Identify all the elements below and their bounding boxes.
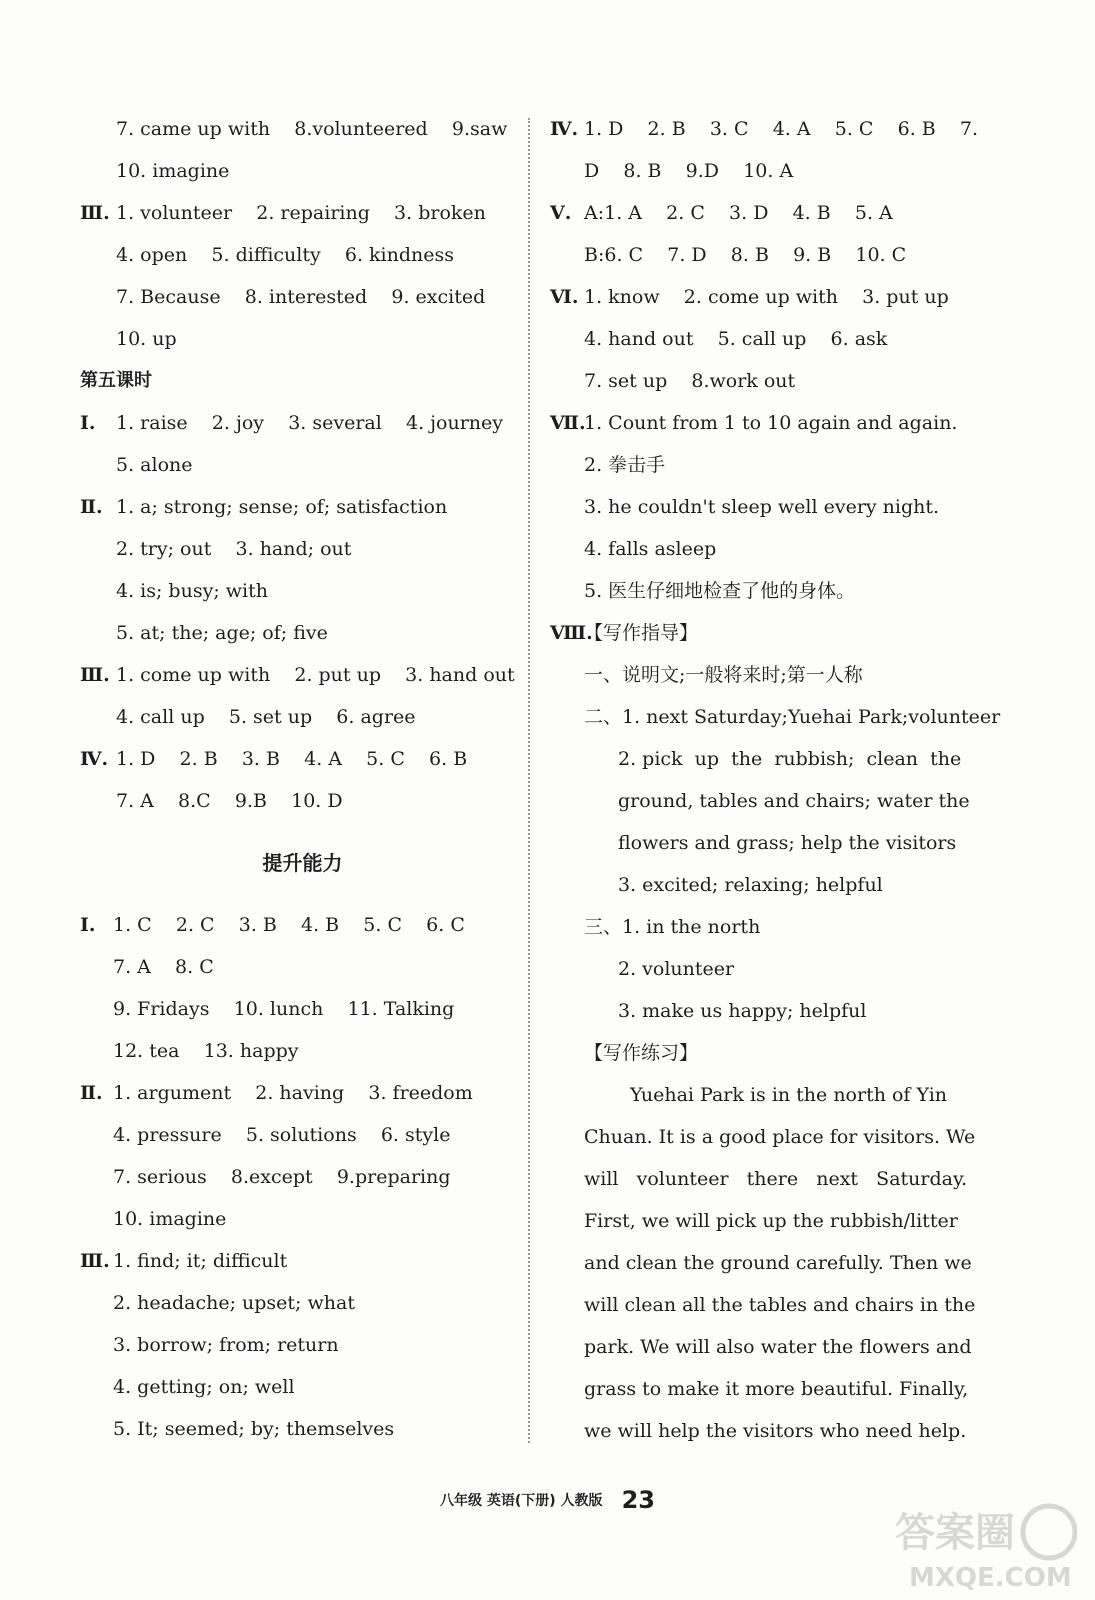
answer-text: 2. 拳击手 (584, 454, 666, 476)
answer-text: 12. tea 13. happy (113, 1040, 299, 1062)
answer-line (550, 444, 990, 486)
answer-text: grass to make it more beautiful. Finally, (584, 1378, 969, 1400)
answer-text: First, we will pick up the rubbish/litter (584, 1210, 958, 1232)
section-number: Ⅶ. (550, 412, 586, 434)
answer-text: A:1. A 2. C 3. D 4. B 5. A (584, 202, 893, 224)
answer-text: 1. volunteer 2. repairing 3. broken (116, 202, 486, 224)
watermark-logo (887, 1498, 1077, 1594)
answer-text: and clean the ground carefully. Then we (584, 1252, 972, 1274)
answer-line (80, 1156, 525, 1198)
answer-line (550, 360, 990, 402)
section-heading: 提升能力 (262, 851, 343, 875)
answer-line (550, 528, 990, 570)
answer-line (80, 1072, 525, 1114)
answer-text: 1. D 2. B 3. B 4. A 5. C 6. B (116, 748, 468, 770)
answer-text: 【写作指导】 (584, 622, 699, 644)
answer-line (80, 1408, 525, 1450)
answer-text: 1. find; it; difficult (113, 1250, 288, 1272)
answer-text: 3. he couldn't sleep well every night. (584, 496, 940, 518)
answer-text: 10. up (116, 328, 177, 350)
section-heading: 第五课时 (80, 370, 152, 391)
answer-text: 10. imagine (116, 160, 230, 182)
answer-text: 2. try; out 3. hand; out (116, 538, 352, 560)
answer-text: will clean all the tables and chairs in the (584, 1294, 976, 1316)
answer-line (80, 612, 525, 654)
answer-line (550, 906, 990, 948)
answer-text: 4. pressure 5. solutions 6. style (113, 1124, 451, 1146)
answer-text: flowers and grass; help the visitors (618, 832, 957, 854)
answer-line (550, 1410, 990, 1452)
answer-line (80, 150, 525, 192)
answer-line (550, 1158, 990, 1200)
answer-text: 一、说明文;一般将来时;第一人称 (584, 664, 863, 686)
answer-line (80, 1198, 525, 1240)
answer-line (80, 654, 525, 696)
section-number: Ⅴ. (550, 202, 572, 224)
answer-text: 3. make us happy; helpful (618, 1000, 867, 1022)
answer-line (550, 192, 990, 234)
page-number: 23 (621, 1486, 656, 1514)
answer-line (550, 1074, 990, 1116)
answer-line (80, 1240, 525, 1282)
answer-line (550, 402, 990, 444)
answer-line (80, 1324, 525, 1366)
answer-text: 4. is; busy; with (116, 580, 268, 602)
answer-text: 4. falls asleep (584, 538, 717, 560)
answer-line (80, 904, 525, 946)
answer-text: 7. Because 8. interested 9. excited (116, 286, 486, 308)
answer-line (550, 1116, 990, 1158)
answer-line (550, 738, 990, 780)
answer-text: 4. open 5. difficulty 6. kindness (116, 244, 455, 266)
answer-text: 5. 医生仔细地检查了他的身体。 (584, 580, 856, 602)
answer-line (550, 864, 990, 906)
answer-line (550, 696, 1001, 738)
answer-line (550, 1032, 990, 1074)
answer-text: 2. volunteer (618, 958, 735, 980)
answer-text: 2. pick up the rubbish; clean the (618, 748, 962, 770)
answer-text: 1. a; strong; sense; of; satisfaction (116, 496, 448, 518)
section-number: Ⅵ. (550, 286, 579, 308)
answer-text: will volunteer there next Saturday. (584, 1168, 968, 1190)
answer-line (550, 780, 990, 822)
answer-text: D 8. B 9.D 10. A (584, 160, 794, 182)
answer-line (550, 1200, 990, 1242)
answer-text: 5. alone (116, 454, 193, 476)
answer-text: 2. headache; upset; what (113, 1292, 355, 1314)
answer-text: 3. excited; relaxing; helpful (618, 874, 883, 896)
answer-line (80, 946, 525, 988)
answer-line (80, 192, 525, 234)
answer-text: 1. come up with 2. put up 3. hand out (116, 664, 515, 686)
answer-text: 4. hand out 5. call up 6. ask (584, 328, 888, 350)
answer-line (550, 108, 990, 150)
answer-line (80, 842, 525, 884)
answer-text: 1. raise 2. joy 3. several 4. journey (116, 412, 504, 434)
answer-text: 4. getting; on; well (113, 1376, 295, 1398)
answer-line (80, 1366, 525, 1408)
answer-line (80, 988, 525, 1030)
answer-text: 3. borrow; from; return (113, 1334, 339, 1356)
section-number: Ⅱ. (80, 1082, 103, 1104)
answer-text: we will help the visitors who need help. (584, 1420, 967, 1442)
answer-text: 1. D 2. B 3. C 4. A 5. C 6. B 7. (584, 118, 979, 140)
answer-line (80, 234, 525, 276)
answer-line (550, 1284, 990, 1326)
answer-text: ground, tables and chairs; water the (618, 790, 970, 812)
answer-text: Yuehai Park is in the north of Yin (630, 1084, 948, 1106)
answer-text: 7. set up 8.work out (584, 370, 796, 392)
section-number: Ⅳ. (80, 748, 109, 770)
answer-text: 1. C 2. C 3. B 4. B 5. C 6. C (113, 914, 465, 936)
answer-line (550, 1326, 990, 1368)
answer-text: 1. argument 2. having 3. freedom (113, 1082, 473, 1104)
answer-text: 5. at; the; age; of; five (116, 622, 328, 644)
answer-line (80, 276, 525, 318)
answer-line (550, 1242, 990, 1284)
answer-text: 【写作练习】 (584, 1042, 699, 1064)
right-column (550, 108, 1001, 1452)
answer-line (80, 1114, 525, 1156)
answer-line (550, 990, 990, 1032)
footer-meta: 八年级 英语(下册) 人教版 (439, 1493, 603, 1509)
answer-text: 7. A 8. C (113, 956, 214, 978)
answer-text: 二、1. next Saturday;Yuehai Park;volunteer (584, 706, 1001, 728)
section-number: Ⅳ. (550, 118, 579, 140)
answer-text: park. We will also water the flowers and (584, 1336, 972, 1358)
answer-line (550, 486, 990, 528)
watermark-glyphs: 答案圈 (895, 1510, 1015, 1556)
answer-line (550, 570, 990, 612)
answer-text: 9. Fridays 10. lunch 11. Talking (113, 998, 455, 1020)
answer-line (550, 948, 990, 990)
answer-text: 三、1. in the north (584, 916, 761, 938)
section-number: Ⅰ. (80, 914, 96, 936)
answer-line (550, 234, 990, 276)
answer-line (80, 318, 525, 360)
answer-line (550, 276, 990, 318)
answer-text: 4. call up 5. set up 6. agree (116, 706, 416, 728)
answer-line (550, 1368, 990, 1410)
left-column (80, 108, 525, 1450)
answer-line (550, 822, 990, 864)
answer-line (550, 654, 990, 696)
answer-text: 7. serious 8.except 9.preparing (113, 1166, 451, 1188)
section-number: Ⅲ. (80, 1250, 110, 1272)
answer-line (550, 150, 990, 192)
answer-line (550, 612, 990, 654)
answer-text: 1. know 2. come up with 3. put up (584, 286, 949, 308)
answer-text: 1. Count from 1 to 10 again and again. (584, 412, 958, 434)
answer-line (80, 696, 525, 738)
answer-line (80, 402, 525, 444)
answer-text: 7. A 8.C 9.B 10. D (116, 790, 343, 812)
answer-line (80, 570, 525, 612)
answer-line (80, 1282, 525, 1324)
answer-line (80, 528, 525, 570)
section-number: Ⅰ. (80, 412, 96, 434)
section-number: Ⅲ. (80, 202, 110, 224)
answer-line (550, 318, 990, 360)
answer-text: 5. It; seemed; by; themselves (113, 1418, 395, 1440)
column-divider (528, 118, 530, 1443)
answer-line (80, 360, 525, 402)
answer-line (80, 486, 525, 528)
answer-line (80, 780, 525, 822)
answer-text: 10. imagine (113, 1208, 227, 1230)
answer-text: 7. came up with 8.volunteered 9.saw (116, 118, 508, 140)
answer-line (80, 1030, 525, 1072)
answer-line (80, 738, 525, 780)
watermark-text: MXQE.COM (909, 1563, 1072, 1593)
section-number: Ⅱ. (80, 496, 103, 518)
answer-line (80, 108, 525, 150)
section-number: Ⅷ. (550, 622, 593, 644)
answer-text: B:6. C 7. D 8. B 9. B 10. C (584, 244, 907, 266)
section-number: Ⅲ. (80, 664, 110, 686)
answer-line (80, 444, 525, 486)
answer-text: Chuan. It is a good place for visitors. We (584, 1126, 976, 1148)
